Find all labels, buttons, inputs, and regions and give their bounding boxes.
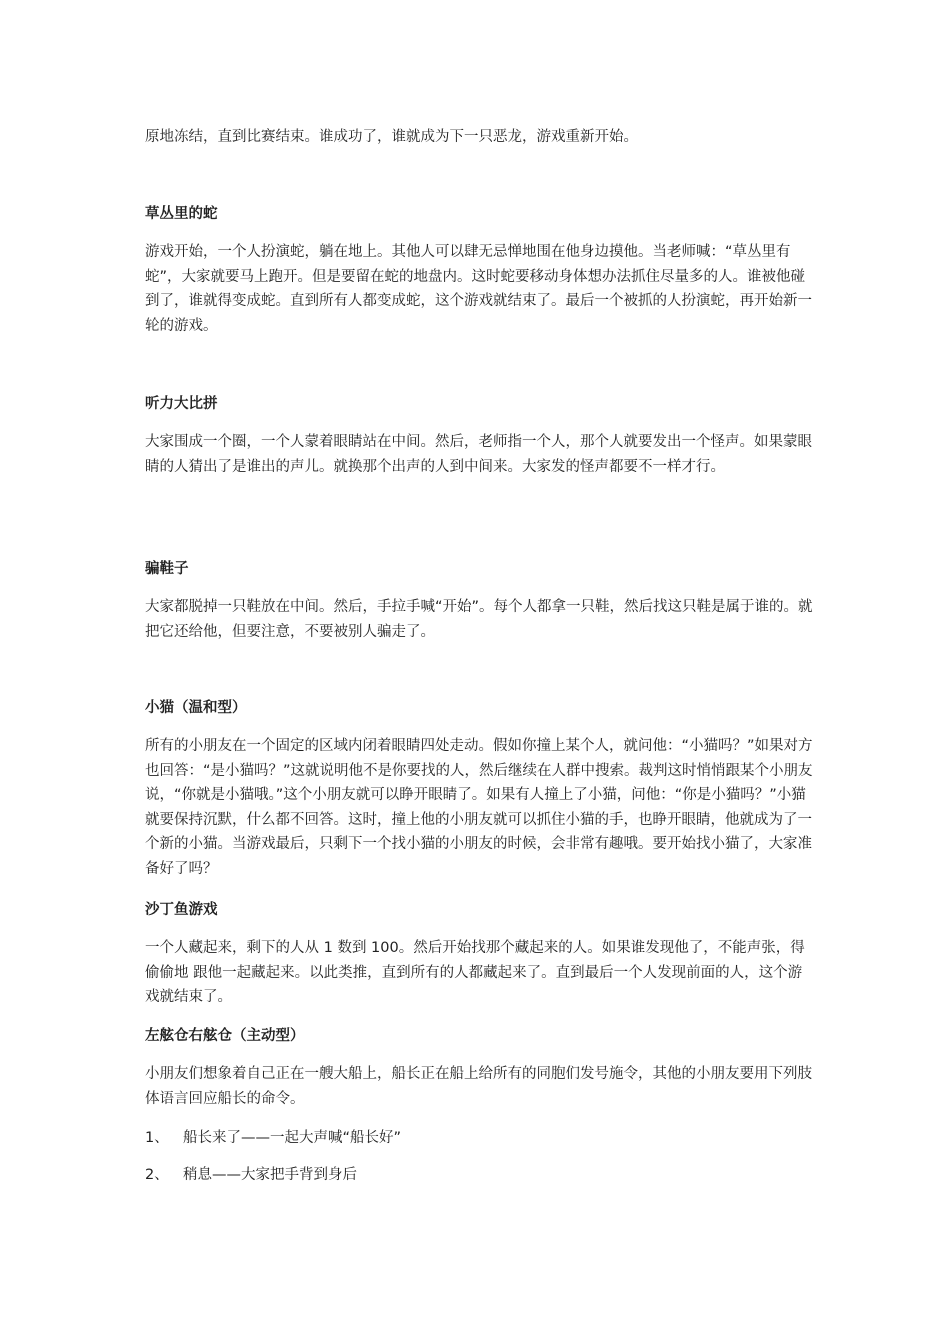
list-item xyxy=(145,1163,357,1187)
list-item-text: 稍息——大家把手背到身后 xyxy=(183,1167,357,1183)
section-body-sardine: 一个人藏起来，剩下的人从 1 数到 100。然后开始找那个藏起来的人。如果谁发现他了，不能声张，得偷偷地 跟他一起藏起来。以此类推，直到所有的人都藏起来了。直到最后一个人发现前面的人，这个游戏就结束了。 xyxy=(145,940,805,1005)
section-title-snake: 草丛里的蛇 xyxy=(145,206,218,222)
intro-paragraph: 原地冻结，直到比赛结束。谁成功了，谁就成为下一只恶龙，游戏重新开始。 xyxy=(145,129,638,145)
list-item-number: 1、 xyxy=(145,1130,169,1146)
list-item-number: 2、 xyxy=(145,1167,169,1183)
section-body-kitten: 所有的小朋友在一个固定的区域内闭着眼睛四处走动。假如你撞上某个人，就问他：“小猫吗？”如果对方也回答：“是小猫吗？”这就说明他不是你要找的人，然后继续在人群中搜索。裁判这时悄悄跟某个小朋友说，“你就是小猫哦。”这个小朋友就可以睁开眼睛了。如果有人撞上了小猫，问他：“你是小猫吗？”小猫就要保持沉默，什么都不回答。这时，撞上他的小朋友就可以抓住小猫的手，也睁开眼睛，他就成为了一个新的小猫。当游戏最后，只剩下一个找小猫的小朋友的时候，会非常有趣哦。要开始找小猫了，大家准备好了吗？ xyxy=(145,738,813,877)
section-title-shoes: 骗鞋子 xyxy=(145,561,189,577)
section-title-kitten: 小猫（温和型） xyxy=(145,700,247,716)
section-title-sardine: 沙丁鱼游戏 xyxy=(145,902,218,918)
section-title-ship: 左舷仓右舷仓（主动型） xyxy=(145,1028,305,1044)
list-item-text: 船长来了——一起大声喊“船长好” xyxy=(183,1130,402,1146)
section-body-snake: 游戏开始，一个人扮演蛇，躺在地上。其他人可以肆无忌惮地围在他身边摸他。当老师喊：“草丛里有蛇”，大家就要马上跑开。但是要留在蛇的地盘内。这时蛇要移动身体想办法抓住尽量多的人。谁被他碰到了，谁就得变成蛇。直到所有人都变成蛇，这个游戏就结束了。最后一个被抓的人扮演蛇，再开始新一轮的游戏。 xyxy=(145,244,812,334)
section-body-ship: 小朋友们想象着自己正在一艘大船上，船长正在船上给所有的同胞们发号施令，其他的小朋友要用下列肢体语言回应船长的命令。 xyxy=(145,1066,812,1107)
section-body-shoes: 大家都脱掉一只鞋放在中间。然后，手拉手喊“开始”。每个人都拿一只鞋，然后找这只鞋是属于谁的。就把它还给他，但要注意，不要被别人骗走了。 xyxy=(145,599,813,640)
list-item xyxy=(145,1126,401,1150)
section-title-listening: 听力大比拼 xyxy=(145,396,218,412)
section-body-listening: 大家围成一个圈，一个人蒙着眼睛站在中间。然后，老师指一个人，那个人就要发出一个怪声。如果蒙眼睛的人猜出了是谁出的声儿。就换那个出声的人到中间来。大家发的怪声都要不一样才行。 xyxy=(145,434,812,475)
